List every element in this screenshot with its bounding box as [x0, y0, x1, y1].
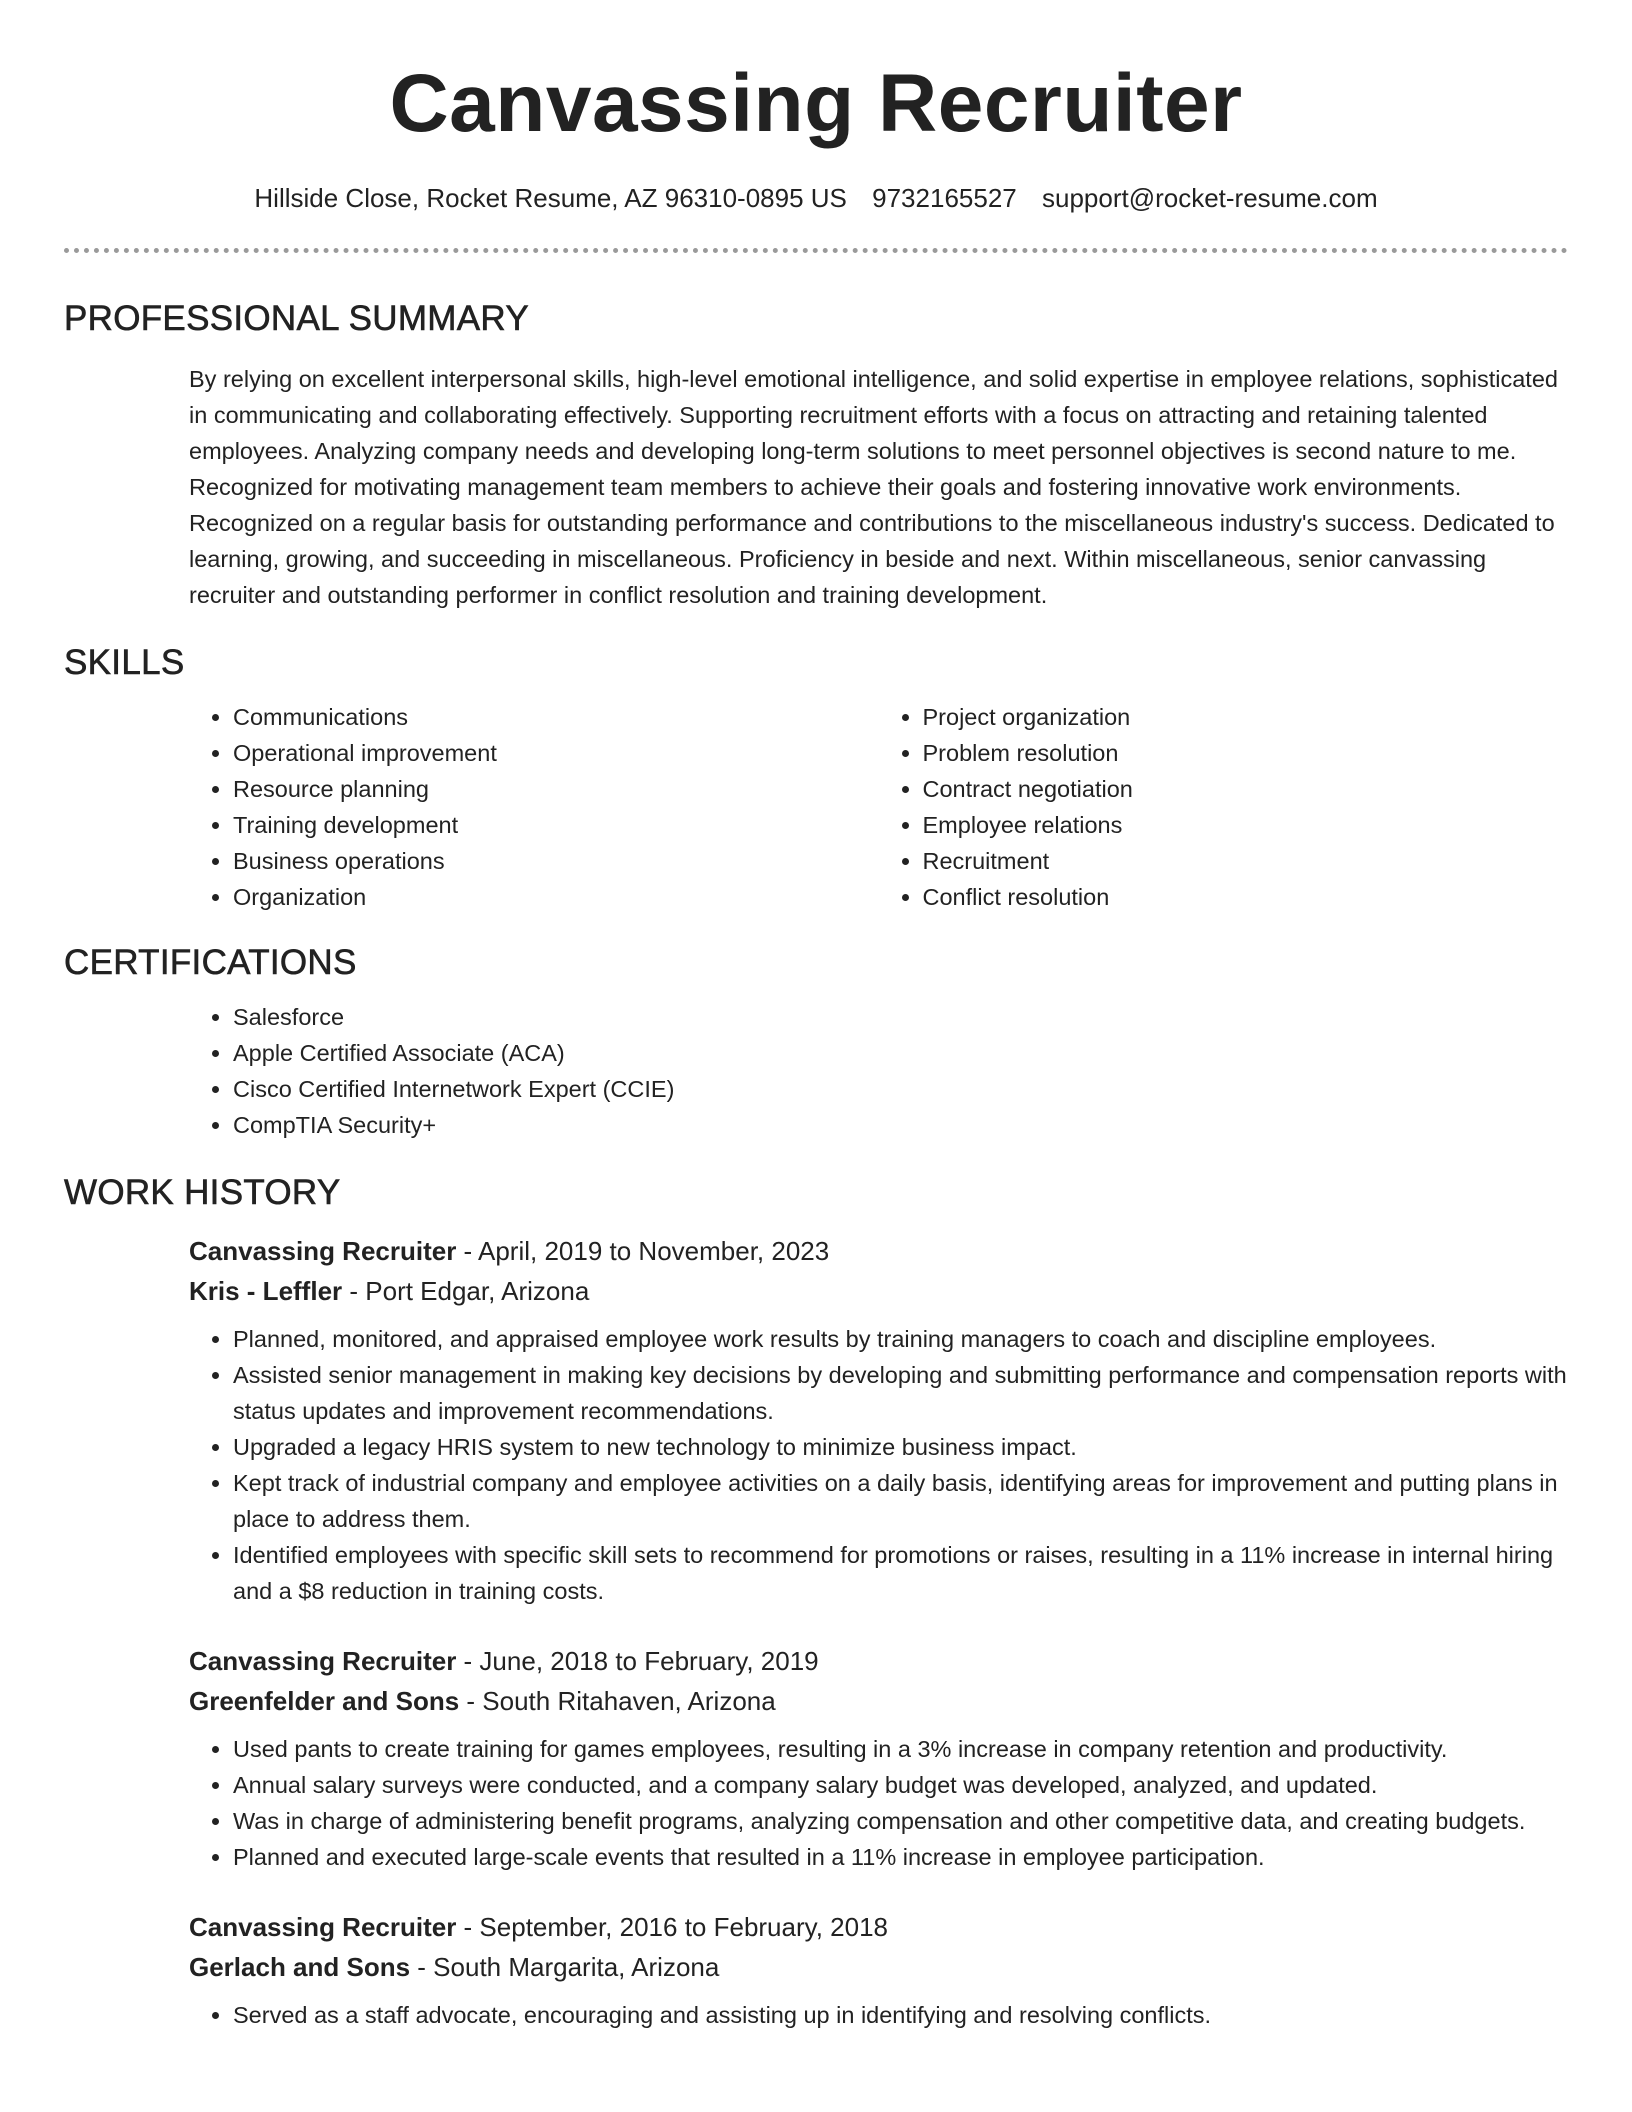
skills-heading: SKILLS	[64, 643, 185, 683]
job-role: Canvassing Recruiter	[189, 1236, 457, 1267]
job-entry	[189, 1641, 1568, 1875]
job-title-line	[189, 1641, 1568, 1681]
job-title-line	[189, 1907, 1568, 1947]
job-bullets	[189, 1321, 1568, 1609]
job-entry	[189, 1907, 1568, 2033]
job-bullet: • Upgraded a legacy HRIS system to new technology to minimize business impact.	[233, 1429, 1568, 1465]
skill-item: • Operational improvement	[233, 735, 879, 771]
candidate-name: Canvassing Recruiter	[389, 58, 1243, 149]
certification-item: • CompTIA Security+	[233, 1107, 1568, 1143]
work-history-heading: WORK HISTORY	[64, 1173, 341, 1213]
skill-item: • Organization	[233, 879, 879, 915]
job-dates: - April, 2019 to November, 2023	[456, 1236, 830, 1267]
skill-item: • Employee relations	[923, 807, 1569, 843]
job-bullet: • Planned and executed large-scale events that resulted in a 11% increase in employee participation.	[233, 1839, 1568, 1875]
job-bullet: • Served as a staff advocate, encouraging and assisting up in identifying and resolving conflicts.	[233, 1997, 1568, 2033]
job-bullets	[189, 1997, 1568, 2033]
contact-email: support@rocket-resume.com	[1041, 183, 1378, 213]
skill-item: • Resource planning	[233, 771, 879, 807]
certifications-list	[189, 999, 1568, 1143]
skill-item: • Recruitment	[923, 843, 1569, 879]
skill-item: • Business operations	[233, 843, 879, 879]
job-company: Kris - Leffler	[189, 1276, 343, 1307]
job-bullet: • Was in charge of administering benefit programs, analyzing compensation and other competitive data, and creating budgets.	[233, 1803, 1568, 1839]
job-company: Greenfelder and Sons	[189, 1686, 460, 1717]
job-entry	[189, 1231, 1568, 1609]
job-company: Gerlach and Sons	[189, 1952, 411, 1983]
contact-line	[0, 183, 1632, 214]
skills-columns	[189, 699, 1568, 915]
skills-right-list	[879, 699, 1569, 915]
certification-item: • Cisco Certified Internetwork Expert (CCIE)	[233, 1071, 1568, 1107]
contact-phone: 9732165527	[872, 183, 1017, 213]
job-location: - South Margarita, Arizona	[410, 1952, 720, 1983]
job-company-line	[189, 1681, 1568, 1721]
job-location: - Port Edgar, Arizona	[342, 1276, 590, 1307]
skill-item: • Problem resolution	[923, 735, 1569, 771]
job-company-line	[189, 1947, 1568, 1987]
certification-item: • Salesforce	[233, 999, 1568, 1035]
job-bullet: • Assisted senior management in making key decisions by developing and submitting performance and compensation reports with status updates and improvement recommendations.	[233, 1357, 1568, 1429]
skill-item: • Conflict resolution	[923, 879, 1569, 915]
skills-left-list	[189, 699, 879, 915]
skill-item: • Contract negotiation	[923, 771, 1569, 807]
contact-address: Hillside Close, Rocket Resume, AZ 96310-0895 US	[254, 183, 847, 213]
skill-item: • Communications	[233, 699, 879, 735]
job-dates: - June, 2018 to February, 2019	[456, 1646, 819, 1677]
job-role: Canvassing Recruiter	[189, 1912, 457, 1943]
summary-text: By relying on excellent interpersonal skills, high-level emotional intelligence, and solid expertise in employee relations, sophisticated in communicating and collaborating effectively. Supporting recruitment efforts with a focus on attracting and retaining talented employees. Analyzing company needs and developing long-term solutions to meet personnel objectives is second nature to me. Recognized for motivating management team members to achieve their goals and fostering innovative work environments. Recognized on a regular basis for outstanding performance and contributions to the miscellaneous industry's success. Dedicated to learning, growing, and succeeding in miscellaneous. Proficiency in beside and next. Within miscellaneous, senior canvassing recruiter and outstanding performer in conflict resolution and training development.	[189, 366, 1558, 609]
job-location: - South Ritahaven, Arizona	[459, 1686, 776, 1717]
header-divider	[64, 248, 1568, 253]
skill-item: • Training development	[233, 807, 879, 843]
job-bullet: • Planned, monitored, and appraised employee work results by training managers to coach and discipline employees.	[233, 1321, 1568, 1357]
job-bullet: • Used pants to create training for games employees, resulting in a 3% increase in company retention and productivity.	[233, 1731, 1568, 1767]
job-company-line	[189, 1271, 1568, 1311]
job-bullet: • Annual salary surveys were conducted, and a company salary budget was developed, analyzed, and updated.	[233, 1767, 1568, 1803]
skill-item: • Project organization	[923, 699, 1569, 735]
job-bullet: • Kept track of industrial company and employee activities on a daily basis, identifying areas for improvement and putting plans in place to address them.	[233, 1465, 1568, 1537]
job-dates: - September, 2016 to February, 2018	[456, 1912, 888, 1943]
job-bullet: • Identified employees with specific skill sets to recommend for promotions or raises, resulting in a 11% increase in internal hiring and a $8 reduction in training costs.	[233, 1537, 1568, 1609]
certification-item: • Apple Certified Associate (ACA)	[233, 1035, 1568, 1071]
certifications-heading: CERTIFICATIONS	[64, 943, 357, 983]
job-role: Canvassing Recruiter	[189, 1646, 457, 1677]
job-bullets	[189, 1731, 1568, 1875]
job-title-line	[189, 1231, 1568, 1271]
summary-heading: PROFESSIONAL SUMMARY	[64, 299, 529, 339]
